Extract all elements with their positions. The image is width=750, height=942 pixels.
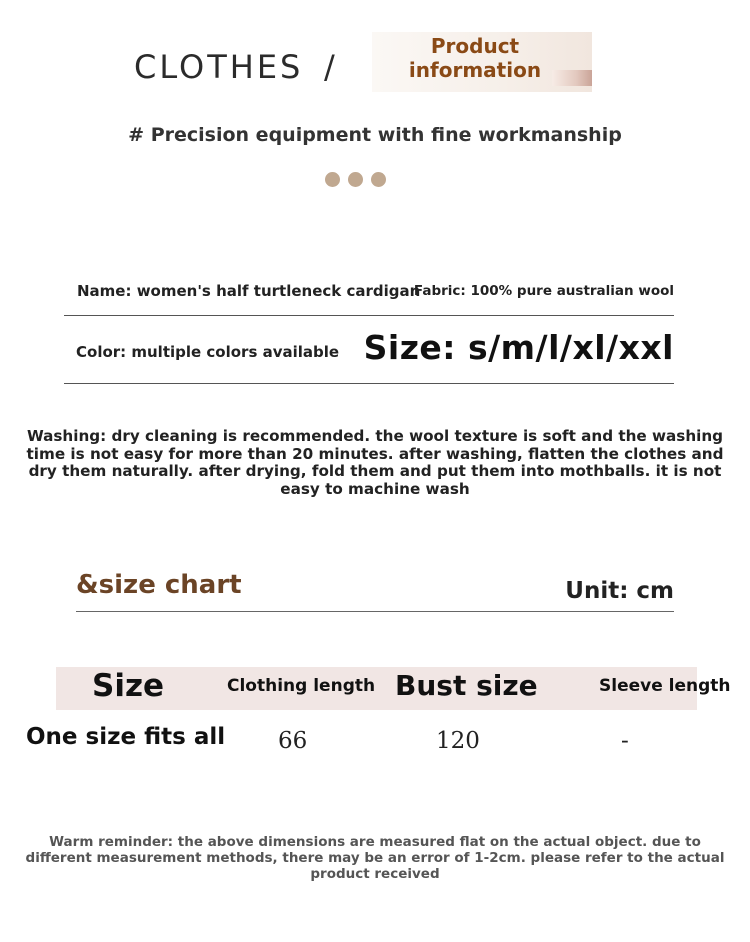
- warm-reminder: Warm reminder: the above dimensions are measured flat on the actual object. due to different measurement methods, there may be an error of 1-2cm. please refer to the actual product received: [25, 834, 725, 882]
- brand-separator: /: [324, 48, 335, 86]
- header-bust-size: Bust size: [395, 669, 538, 702]
- size-chart-unit: Unit: cm: [565, 578, 674, 604]
- product-sizes: Size: s/m/l/xl/xxl: [363, 328, 674, 367]
- cell-sleeve-length: -: [621, 728, 629, 754]
- product-fabric: Fabric: 100% pure australian wool: [413, 283, 674, 299]
- size-table-header: [56, 667, 731, 710]
- cell-clothing-length: 66: [278, 728, 308, 754]
- tagline: # Precision equipment with fine workmanship: [128, 124, 622, 146]
- decorative-dots: [325, 172, 389, 188]
- product-name: Name: women's half turtleneck cardigan: [77, 282, 421, 300]
- info-row-name-fabric: [64, 278, 674, 316]
- size-chart-title: &size chart: [76, 570, 242, 600]
- dot-3: [371, 172, 386, 187]
- washing-instructions: Washing: dry cleaning is recommended. the wool texture is soft and the washing time is not easy for more than 20 minutes. after washing, flatten the clothes and dry them naturally. after drying, fold them and put them into mothballs. it is not easy to machine wash: [26, 427, 724, 498]
- info-row-color-size: [64, 316, 674, 384]
- product-info-label: Product information: [408, 34, 542, 82]
- dot-2: [348, 172, 363, 187]
- product-color: Color: multiple colors available: [76, 343, 340, 361]
- product-info-box: [372, 32, 592, 92]
- header-sleeve-length: Sleeve length: [599, 676, 731, 696]
- size-chart-header: [76, 570, 674, 612]
- header-size: Size: [92, 668, 165, 704]
- color-swatch: [552, 70, 592, 86]
- header-banner: [0, 28, 750, 108]
- brand-title: CLOTHES: [134, 48, 304, 86]
- cell-size: One size fits all: [26, 724, 226, 750]
- dot-1: [325, 172, 340, 187]
- header-clothing-length: Clothing length: [227, 676, 376, 696]
- table-row: [0, 724, 750, 764]
- cell-bust-size: 120: [436, 728, 480, 754]
